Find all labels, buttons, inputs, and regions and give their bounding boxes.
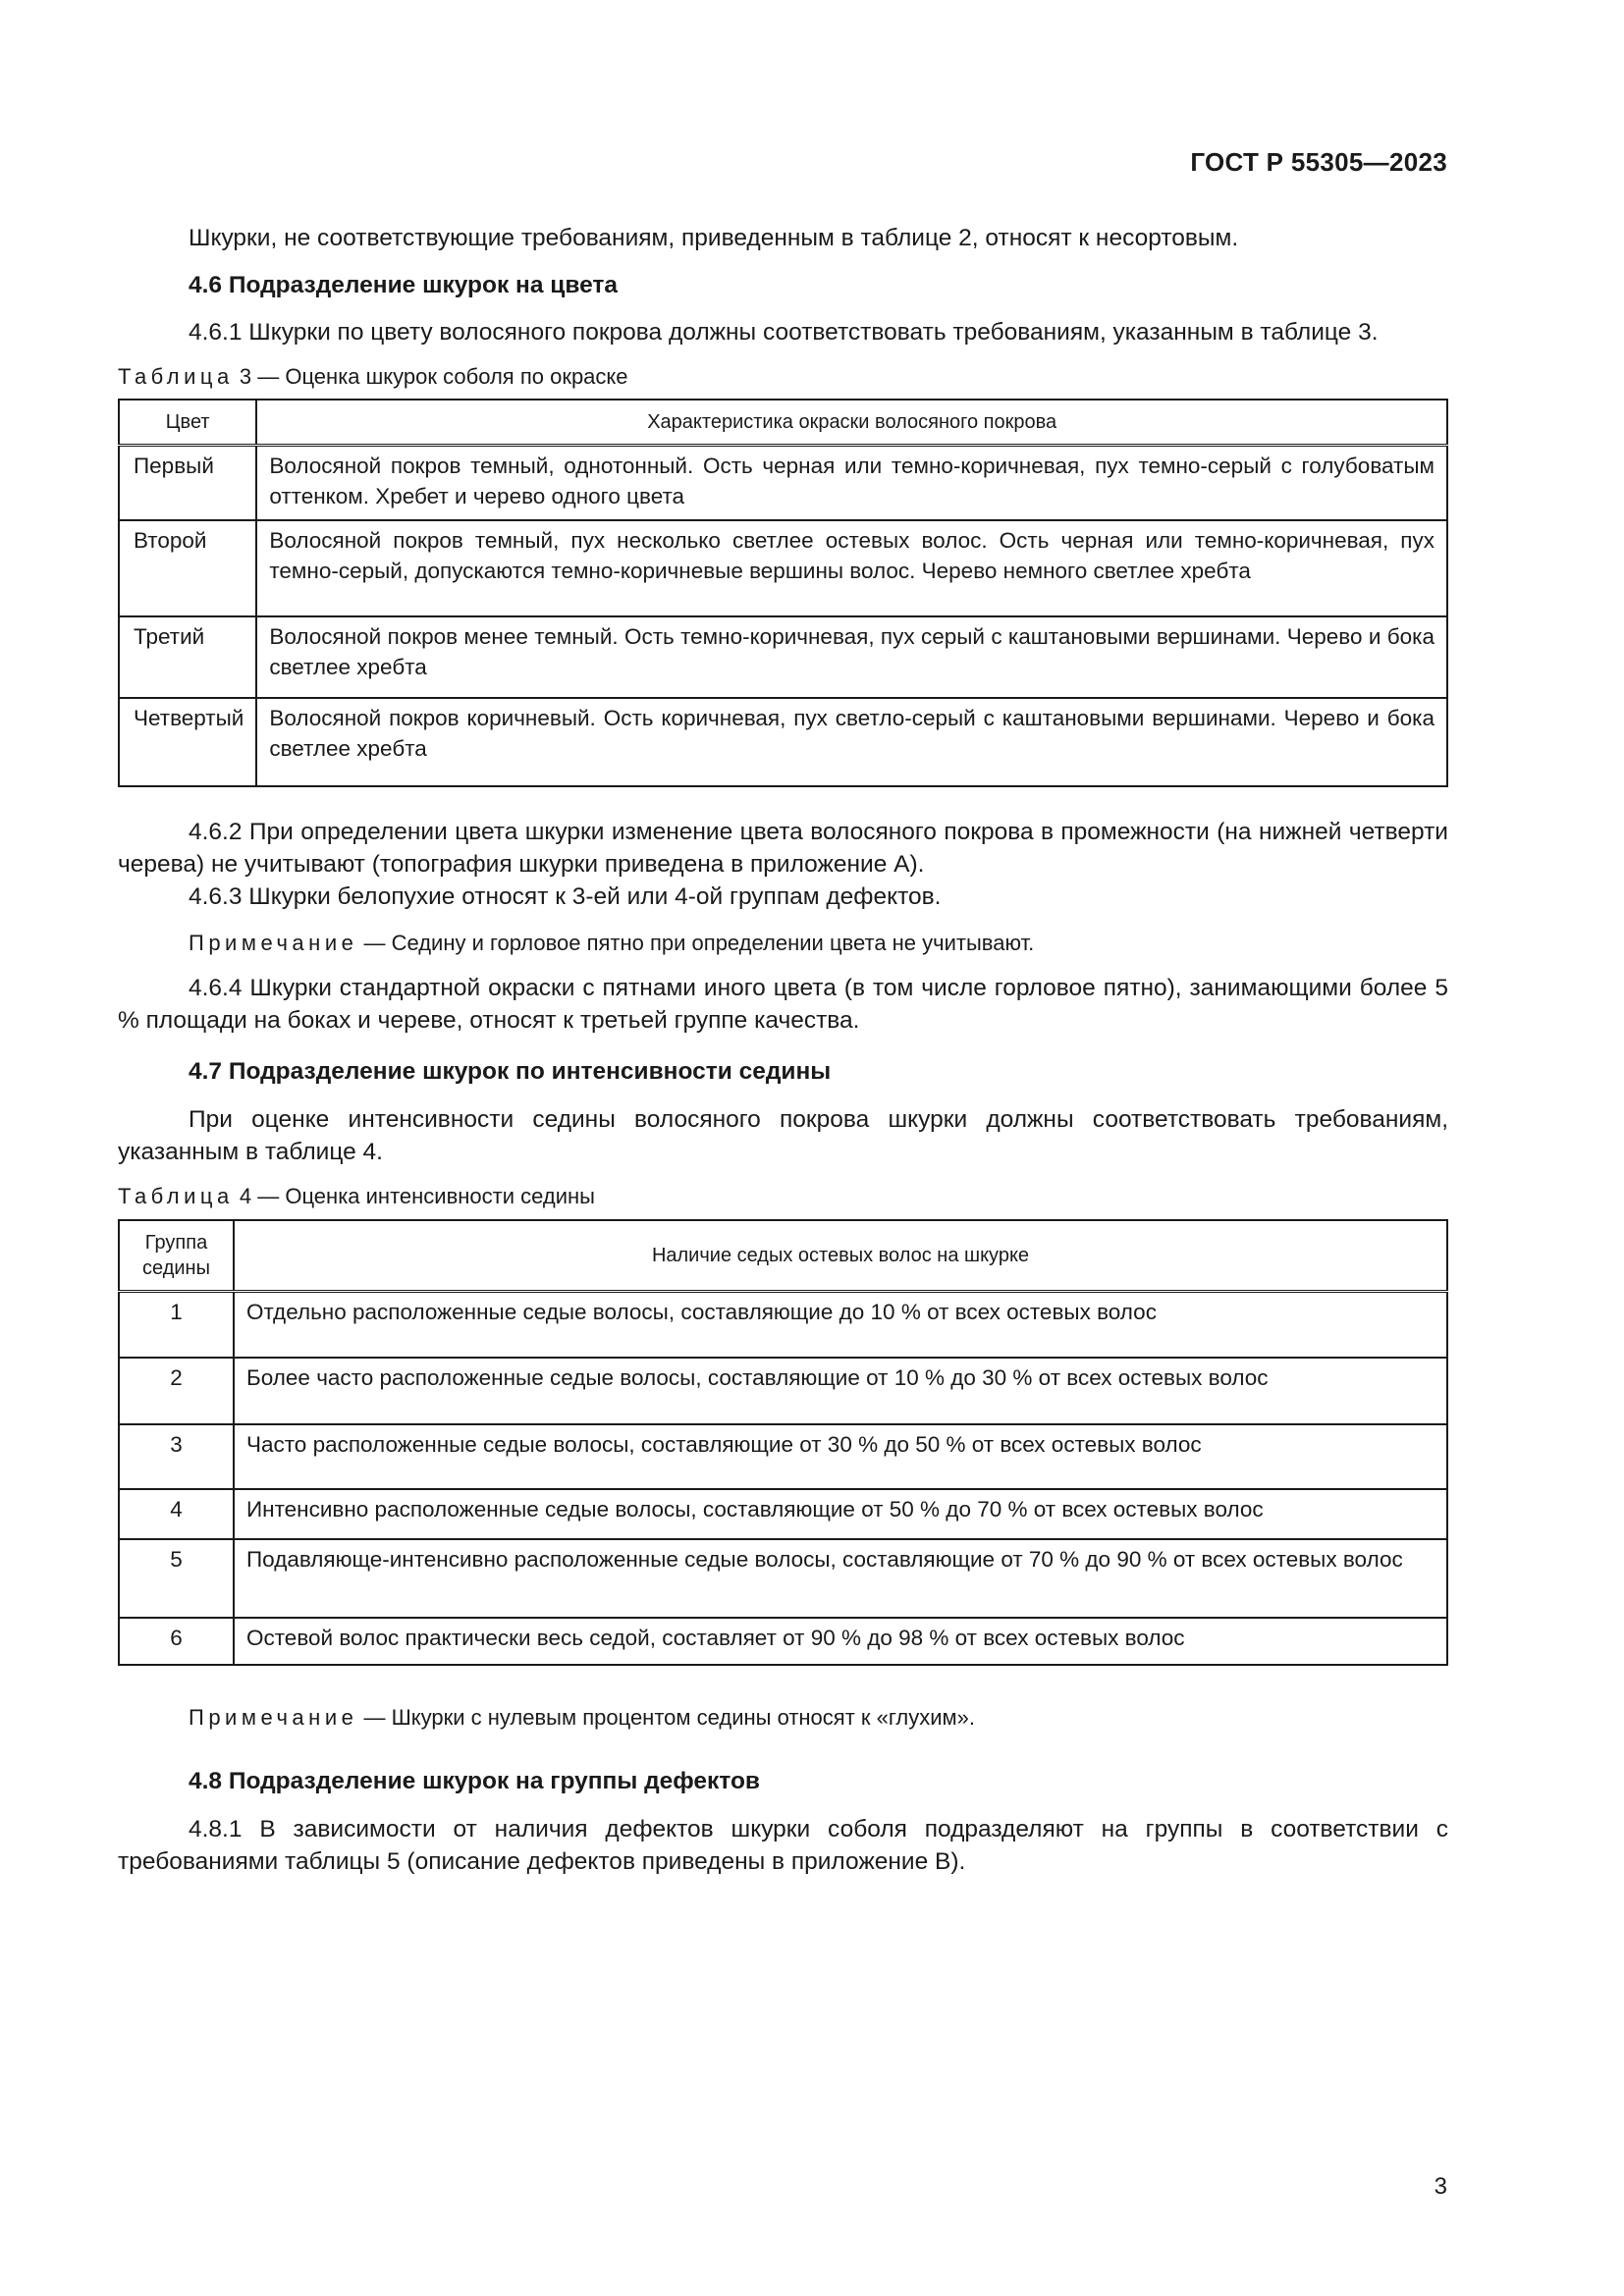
paragraph-4-7: При оценке интенсивности седины волосяного покрова шкурки должны соответствовать требованиям, указанным в таблице 4.	[118, 1106, 1448, 1165]
table4-caption-text: 4 — Оценка интенсивности седины	[233, 1184, 595, 1208]
table-row	[119, 1358, 1447, 1424]
table3-header-description: Характеристика окраски волосяного покрова	[256, 400, 1447, 446]
paragraph-4-6-3: 4.6.3 Шкурки белопухие относят к 3-ей или 4-ой группам дефектов.	[189, 883, 942, 910]
note1-label: Примечание	[189, 931, 358, 955]
table3-caption-label: Таблица	[118, 364, 234, 389]
table-row	[119, 1424, 1447, 1489]
table4-group-number: 5	[119, 1539, 234, 1618]
table4-group-desc: Остевой волос практически весь седой, составляет от 90 % до 98 % от всех остевых волос	[246, 1625, 1185, 1650]
table4-group-desc: Отдельно расположенные седые волосы, составляющие до 10 % от всех остевых волос	[234, 1292, 1447, 1358]
table4-caption	[118, 1182, 1448, 1211]
note-1	[118, 929, 1448, 958]
table4-group-number: 1	[119, 1292, 234, 1358]
table3-color-name: Первый	[119, 446, 256, 521]
table-row	[119, 1618, 1447, 1665]
heading-4-7: 4.7 Подразделение шкурок по интенсивности седины	[189, 1058, 832, 1085]
heading-4-8: 4.8 Подразделение шкурок на группы дефектов	[189, 1767, 760, 1794]
table3-color-name: Четвертый	[119, 698, 256, 786]
table3-color-name: Третий	[119, 616, 256, 698]
table-row	[119, 1489, 1447, 1539]
table3-color-desc: Волосяной покров темный, однотонный. Ость черная или темно-коричневая, пух темно-серый с голубоватым оттенком. Хребет и черево одного цвета	[256, 446, 1447, 521]
note-2	[118, 1703, 1448, 1733]
table3-color-desc: Волосяной покров менее темный. Ость темно-коричневая, пух серый с каштановыми вершинами. Черево и бока светлее хребта	[256, 616, 1447, 698]
note2-text: — Шкурки с нулевым процентом седины относят к «глухим».	[357, 1704, 976, 1730]
paragraph-intro: Шкурки, не соответствующие требованиям, приведенным в таблице 2, относят к несортовым.	[189, 225, 1239, 251]
table4-group-number: 2	[119, 1358, 234, 1424]
document-id: ГОСТ Р 55305—2023	[1190, 147, 1447, 177]
note2-label: Примечание	[189, 1704, 358, 1730]
table-row	[119, 446, 1447, 521]
table3-caption	[118, 362, 1448, 392]
paragraph-4-6-1: 4.6.1 Шкурки по цвету волосяного покрова должны соответствовать требованиям, указанным в таблице 3.	[189, 319, 1379, 346]
table3-color-desc: Волосяной покров темный, пух несколько светлее остевых волос. Ость черная или темно-коричневая, пух темно-серый, допускаются темно-коричневые вершины волос. Черево немного светлее хребта	[256, 520, 1447, 616]
table4-group-number: 4	[119, 1489, 234, 1539]
table-row	[119, 520, 1447, 616]
paragraph-4-6-4: 4.6.4 Шкурки стандартной окраски с пятнами иного цвета (в том числе горловое пятно), занимающими более 5 % площади на боках и череве, относят к третьей группе качества.	[118, 975, 1448, 1034]
paragraph-4-6-2: 4.6.2 При определении цвета шкурки изменение цвета волосяного покрова в промежности (на нижней четверти черева) не учитывают (топография шкурки приведена в приложение А).	[118, 819, 1448, 878]
table-3	[118, 399, 1448, 787]
table4-caption-label: Таблица	[118, 1184, 234, 1208]
table3-header-row	[119, 400, 1447, 446]
page-content	[118, 222, 1448, 1878]
table3-color-desc: Волосяной покров коричневый. Ость коричневая, пух светло-серый с каштановыми вершинами. Черево и бока светлее хребта	[269, 706, 1435, 761]
table4-header-group: Группа седины	[119, 1220, 234, 1292]
table4-group-desc: Интенсивно расположенные седые волосы, составляющие от 50 % до 70 % от всех остевых волос	[234, 1489, 1447, 1539]
table4-group-number: 3	[119, 1424, 234, 1489]
table4-header-description: Наличие седых остевых волос на шкурке	[234, 1220, 1447, 1292]
table3-header-color: Цвет	[119, 400, 256, 446]
table4-header-row	[119, 1220, 1447, 1292]
heading-4-6: 4.6 Подразделение шкурок на цвета	[189, 272, 619, 298]
table-4	[118, 1219, 1448, 1666]
table4-group-number: 6	[119, 1618, 234, 1665]
note1-text: — Седину и горловое пятно при определении цвета не учитывают.	[357, 931, 1035, 955]
table4-group-desc: Более часто расположенные седые волосы, составляющие от 10 % до 30 % от всех остевых волос	[234, 1358, 1447, 1424]
table3-caption-text: 3 — Оценка шкурок соболя по окраске	[233, 364, 628, 389]
table-row	[119, 1292, 1447, 1358]
table-row	[119, 698, 1447, 786]
page-number: 3	[1434, 2173, 1447, 2200]
table-row	[119, 616, 1447, 698]
table4-group-desc: Часто расположенные седые волосы, составляющие от 30 % до 50 % от всех остевых волос	[234, 1424, 1447, 1489]
paragraph-4-8-1: 4.8.1 В зависимости от наличия дефектов шкурки соболя подразделяют на группы в соответствии с требованиями таблицы 5 (описание дефектов приведены в приложение В).	[118, 1815, 1448, 1875]
table-row	[119, 1539, 1447, 1618]
table3-color-name: Второй	[119, 520, 256, 616]
table4-group-desc: Подавляюще-интенсивно расположенные седые волосы, составляющие от 70 % до 90 % от всех остевых волос	[234, 1539, 1447, 1618]
